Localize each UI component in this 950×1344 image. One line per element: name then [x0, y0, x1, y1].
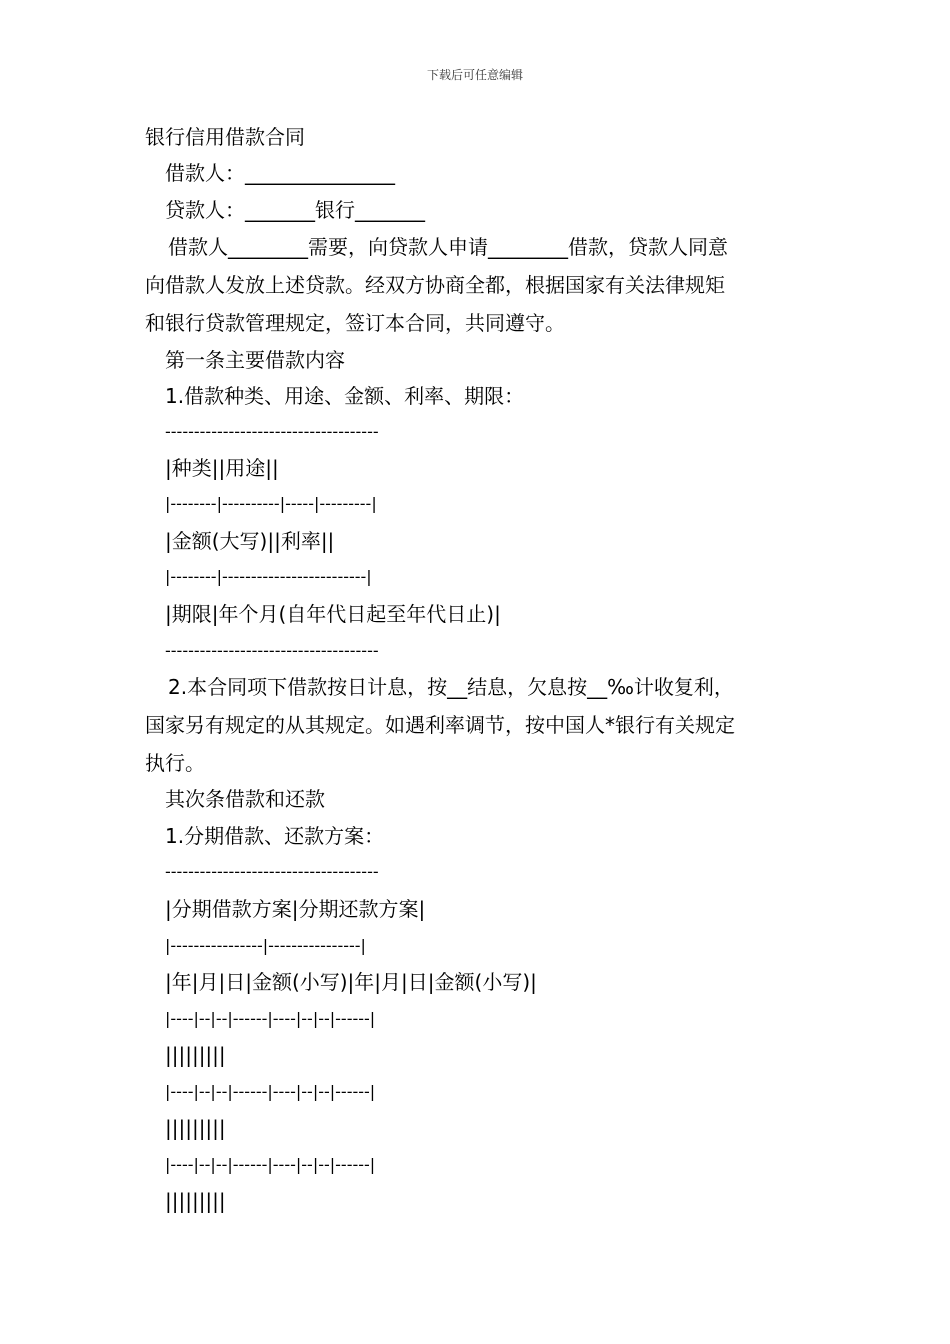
borrower-line: 借款人：_______________	[165, 161, 395, 185]
article-1-item-1: 1.借款种类、用途、金额、利率、期限：	[165, 384, 525, 408]
table-2-sep-4: |----|--|--|------|----|--|--|------|	[165, 1155, 376, 1174]
table-1-sep-1: |--------|----------|-----|---------|	[165, 494, 377, 513]
table-2-header-row: |分期借款方案|分期还款方案|	[165, 897, 426, 921]
table-1-row-1: |种类||用途||	[165, 456, 279, 480]
article-2-item-1: 1.分期借款、还款方案：	[165, 824, 385, 848]
table-2-row-2: |||||||||	[165, 1116, 226, 1140]
table-1-sep-2: |--------|-------------------------|	[165, 567, 372, 586]
table-2-sep-2: |----|--|--|------|----|--|--|------|	[165, 1009, 376, 1028]
table-1-row-3: |期限|年个月(自年代日起至年代日止)|	[165, 602, 501, 626]
article-1-item-2-line-1: 2.本合同项下借款按日计息，按__结息，欠息按__‰计收复利，	[168, 675, 734, 699]
intro-line-1: 借款人________需要，向贷款人申请________借款，贷款人同意	[168, 235, 728, 259]
table-2-sep-3: |----|--|--|------|----|--|--|------|	[165, 1082, 376, 1101]
doc-title: 银行信用借款合同	[145, 125, 305, 149]
article-2-heading: 其次条借款和还款	[165, 787, 325, 811]
table-2-row-3: |||||||||	[165, 1189, 226, 1213]
table-2-sep-1: |----------------|----------------|	[165, 936, 366, 955]
table-2-subheader-row: |年|月|日|金额(小写)|年|月|日|金额(小写)|	[165, 970, 537, 994]
intro-line-3: 和银行贷款管理规定，签订本合同，共同遵守。	[145, 311, 565, 335]
table-2-top-rule: -------------------------------------	[165, 862, 379, 881]
lender-line: 贷款人：_______银行_______	[165, 198, 425, 222]
article-1-heading: 第一条主要借款内容	[165, 348, 345, 372]
article-1-item-2-line-2: 国家另有规定的从其规定。如遇利率调节，按中国人*银行有关规定	[145, 713, 735, 737]
header-note: 下载后可任意编辑	[426, 68, 523, 82]
table-1-top-rule: -------------------------------------	[165, 422, 379, 441]
intro-line-2: 向借款人发放上述贷款。经双方协商全都，根据国家有关法律规矩	[145, 273, 725, 297]
table-2-row-1: |||||||||	[165, 1043, 226, 1067]
article-1-item-2-line-3: 执行。	[145, 751, 205, 775]
table-1-row-2: |金额(大写)||利率||	[165, 529, 335, 553]
table-1-bottom-rule: -------------------------------------	[165, 641, 379, 660]
